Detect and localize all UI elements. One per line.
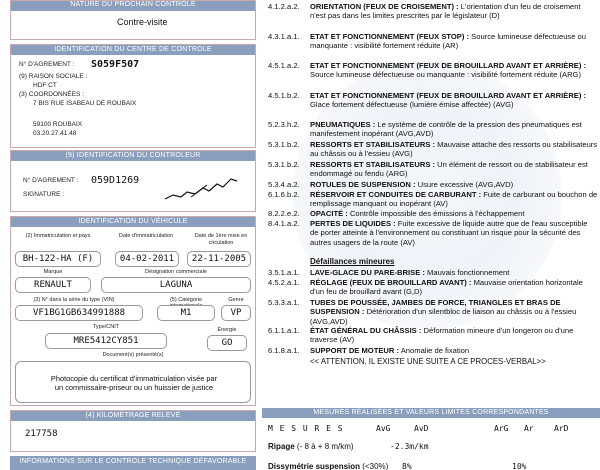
category-caption: (5) Catégorie xyxy=(169,297,203,303)
signature-label: SIGNATURE : xyxy=(23,191,65,198)
make-box: RENAULT xyxy=(15,277,91,293)
defect-item: 8.4.1.a.2. PERTES DE LIQUIDES : Fuite excessive de liquide autre que de l'eau susceptible de porter atteinte à l'environnement ou constituant un risque pour la sécurité des autres usagers de la route (AV) xyxy=(268,219,588,247)
minor-defect-item: 5.3.3.a.1. TUBES DE POUSSÉE, JAMBES DE FORCE, TRIANGLES ET BRAS DE SUSPENSION : Détérioration d'un silentbloc de liaison au châssis ou à l'essieu (AVG,AVD) xyxy=(268,298,577,326)
minor-defects-title: Défaillances mineures xyxy=(310,257,395,266)
control-center-header: IDENTIFICATION DU CENTRE DE CONTROLE xyxy=(11,45,255,55)
documents-text: Photocopie du certificat d'immatriculation visée par un commissaire-priseur ou un huissier de justice xyxy=(50,374,218,392)
contact-label: (3) COORDONNÉES : xyxy=(19,91,85,98)
vin-box: VF1BG1GB634991888 xyxy=(15,305,143,321)
vin-caption: (3) N° dans la série du type (VIN) xyxy=(33,297,115,303)
energy-box: GO xyxy=(207,335,247,351)
category-box: M1 xyxy=(157,305,215,321)
company-label: (9) RAISON SOCIALE : xyxy=(19,73,88,80)
next-control-panel xyxy=(10,0,256,40)
defect-item: 5.3.1.b.2. RESSORTS ET STABILISATEURS : Un élément de ressort ou de stabilisateur est endommagé ou fendu (ARG) xyxy=(268,160,588,179)
make-caption: Marque xyxy=(43,269,63,275)
next-control-value: Contre-visite xyxy=(117,17,168,27)
vehicle-header: IDENTIFICATION DU VÉHICULE xyxy=(11,217,255,227)
center-approval-value: S059F507 xyxy=(91,59,140,70)
documents-caption: Document(s) présenté(s) xyxy=(102,352,164,358)
genre-caption: Genre xyxy=(228,297,244,303)
continuation-notice: << ATTENTION, IL EXISTE UNE SUITE A CE PROCES-VERBAL>> xyxy=(310,357,546,366)
defect-item: 5.3.1.b.2. RESSORTS ET STABILISATEURS : Mauvaise attache des ressorts ou stabilisateurs au châssis ou à l'essieu (AVG) xyxy=(268,140,598,159)
type-box: MRE5412CY851 xyxy=(45,333,167,349)
measures-col-ar: Ar xyxy=(524,424,534,433)
measures-col-avg: AvG xyxy=(376,424,391,433)
measure-ripage-value: -2.3m/km xyxy=(390,442,429,451)
defect-item: 8.2.2.e.2. OPACITÉ : Contrôle impossible des émissions à l'échappement xyxy=(268,209,525,218)
phone-value: 03.20.27.41.48 xyxy=(33,130,77,137)
measures-col-avd: AvD xyxy=(414,424,429,433)
measures-header: MESURES RÉALISÉES ET VALEURS LIMITES CORRESPONDANTES xyxy=(262,408,600,418)
defect-item: 4.5.1.b.2. ETAT ET FONCTIONNEMENT (FEUX DE BROUILLARD AVANT ET ARRIÈRE) : Glace fortement défectueuse (lumière émise affectée) (AVG) xyxy=(268,91,587,110)
control-center-panel xyxy=(10,44,256,148)
measures-col-ard: ArD xyxy=(554,424,569,433)
controller-panel xyxy=(10,150,256,212)
mileage-header: (4) KILOMÉTRAGE RELEVÉ xyxy=(11,411,255,421)
controller-approval-label: N° D'AGREMENT : xyxy=(23,177,79,184)
defects-panel xyxy=(262,0,600,408)
type-caption: Type/CNIT xyxy=(92,324,120,330)
controller-header: (9) IDENTIFICATION DU CONTROLEUR xyxy=(11,151,255,161)
measures-column-label: M E S U R E S xyxy=(268,424,344,433)
minor-defect-item: 4.5.2.a.1. RÉGLAGE (FEUX DE BROUILLARD AVANT) : Mauvaise orientation horizontale d'un feu de brouillard avant (G,D) xyxy=(268,278,583,297)
documents-box xyxy=(15,361,251,403)
next-control-header: NATURE DU PROCHAIN CONTROLE xyxy=(11,1,255,11)
defect-item: 5.3.4.a.2. ROTULES DE SUSPENSION : Usure excessive (AVG,AVD) xyxy=(268,180,514,189)
defect-item: 5.2.3.h.2. PNEUMATIQUES : Le système de contrôle de la pression des pneumatiques est manifestement inopérant (AVG,AVD) xyxy=(268,120,582,139)
model-box: LAGUNA xyxy=(101,277,251,293)
address-value: 7 BIS RUE ISABEAU DE ROUBAIX xyxy=(33,100,137,107)
measures-panel xyxy=(262,408,600,470)
energy-caption: Énergie xyxy=(217,327,237,333)
registration-caption: (2) Immatriculation et pays xyxy=(25,233,91,239)
city-value: 59100 ROUBAIX xyxy=(33,121,83,128)
measure-row-ripage: Ripage (- 8 à + 8 m/km) xyxy=(268,442,354,451)
model-caption: Désignation commerciale xyxy=(145,269,207,275)
vehicle-panel xyxy=(10,216,256,406)
first-date-caption: Date de 1ère mise en circulation xyxy=(194,233,248,246)
defect-item: 4.1.2.a.2. ORIENTATION (FEUX DE CROISEMENT) : L'orientation d'un feu de croisement n'est pas dans les limites prescrites par le législateur (D) xyxy=(268,2,581,21)
reg-date-caption: Date d'immatriculation xyxy=(118,233,174,239)
registration-box: BH-122-HA (F) xyxy=(15,251,101,267)
center-approval-label: N° D'AGREMENT : xyxy=(19,61,75,68)
measure-dissymetrie-avg: 8% xyxy=(402,462,412,470)
defect-item: 6.1.6.b.2. RÉSERVOIR ET CONDUITES DE CARBURANT : Fuite de carburant ou bouchon de remplissage manquant ou inopérant (AV) xyxy=(268,190,598,209)
measure-dissymetrie-ard: 10% xyxy=(512,462,527,470)
genre-box: VP xyxy=(221,305,251,321)
minor-defect-item: 6.1.1.a.1. ÉTAT GÉNÉRAL DU CHÂSSIS : Déformation mineure d'un longeron ou d'une traverse (AV) xyxy=(268,326,574,345)
first-date-box: 22-11-2005 xyxy=(187,251,251,267)
minor-defect-item: 6.1.8.a.1. SUPPORT DE MOTEUR : Anomalie de fixation xyxy=(268,346,470,355)
defect-item: 4.3.1.a.1. ETAT ET FONCTIONNEMENT (FEUX STOP) : Source lumineuse défectueuse ou manquante : visibilité fortement réduite (AR) xyxy=(268,32,586,51)
measures-col-arg: ArG xyxy=(494,424,509,433)
minor-defect-item: 3.5.1.a.1. LAVE-GLACE DU PARE-BRISE : Mauvais fonctionnement xyxy=(268,268,510,277)
defect-item: 4.5.1.a.2. ETAT ET FONCTIONNEMENT (FEUX DE BROUILLARD AVANT ET ARRIÈRE) : Source lumineuse défectueuse ou manquante : visibilité fortement réduite (ARG) xyxy=(268,61,587,80)
unfavourable-info-header: INFORMATIONS SUR LE CONTROLE TECHNIQUE DÉFAVORABLE xyxy=(10,456,256,470)
reg-date-box: 04-02-2011 xyxy=(115,251,179,267)
controller-approval-value: 059D1269 xyxy=(91,175,140,186)
measure-row-dissymetrie: Dissymétrie suspension (<30%) xyxy=(268,462,389,470)
signature-scribble xyxy=(161,175,241,205)
mileage-value: 217758 xyxy=(25,429,58,439)
company-value: HDF CT xyxy=(33,82,57,89)
mileage-panel xyxy=(10,410,256,452)
